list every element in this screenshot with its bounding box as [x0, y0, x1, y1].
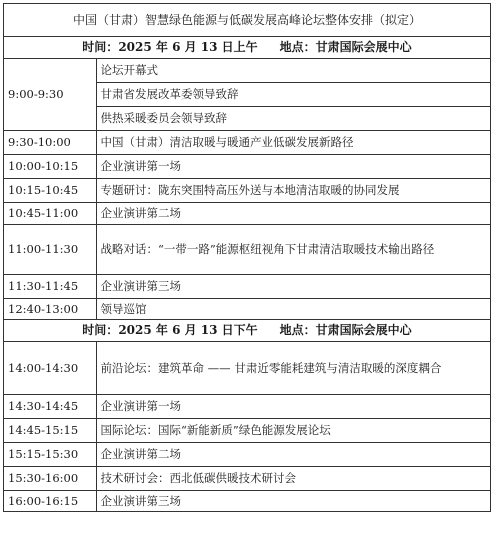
activity-cell: 战略对话：“一带一路”能源枢纽视角下甘肃清洁取暖技术输出路径 [96, 225, 490, 275]
table-row [4, 203, 491, 225]
table-row [4, 299, 491, 320]
table-row [4, 342, 491, 395]
time-cell: 10:15-10:45 [4, 179, 97, 203]
session-place-label: 地点： [279, 40, 316, 54]
session-header-morning [4, 37, 491, 59]
session-time-value: 2025 年 6 月 13 日上午 [118, 40, 258, 54]
table-row [4, 59, 491, 83]
table-row [4, 467, 491, 491]
activity-cell: 甘肃省发展改革委领导致辞 [96, 83, 490, 107]
activity-cell: 企业演讲第二场 [96, 203, 490, 225]
activity-cell: 前沿论坛：建筑革命 —— 甘肃近零能耗建筑与清洁取暖的深度耦合 [96, 342, 490, 395]
session-place-label: 地点： [279, 323, 316, 337]
table-row [4, 275, 491, 299]
activity-cell: 企业演讲第一场 [96, 155, 490, 179]
table-row [4, 179, 491, 203]
session-place-value: 甘肃国际会展中心 [315, 40, 412, 54]
session-time-value: 2025 年 6 月 13 日下午 [118, 323, 258, 337]
time-cell: 14:30-14:45 [4, 395, 97, 419]
session-header-afternoon [4, 320, 491, 342]
activity-cell: 中国（甘肃）清洁取暖与暖通产业低碳发展新路径 [96, 131, 490, 155]
session-place-value: 甘肃国际会展中心 [315, 323, 412, 337]
activity-cell: 国际论坛：国际“新能新质”绿色能源发展论坛 [96, 419, 490, 443]
time-cell: 12:40-13:00 [4, 299, 97, 320]
time-cell: 16:00-16:15 [4, 491, 97, 512]
table-row [4, 131, 491, 155]
table-row [4, 419, 491, 443]
table-row [4, 395, 491, 419]
schedule-table [3, 3, 491, 512]
activity-cell: 技术研讨会：西北低碳供暖技术研讨会 [96, 467, 490, 491]
time-cell: 15:30-16:00 [4, 467, 97, 491]
document-title: 中国（甘肃）智慧绿色能源与低碳发展高峰论坛整体安排（拟定） [4, 4, 491, 37]
time-cell: 10:00-10:15 [4, 155, 97, 179]
session-time-label: 时间： [82, 323, 119, 337]
activity-cell: 企业演讲第一场 [96, 395, 490, 419]
activity-cell: 企业演讲第三场 [96, 275, 490, 299]
time-cell: 9:30-10:00 [4, 131, 97, 155]
table-row [4, 443, 491, 467]
time-cell: 9:00-9:30 [4, 59, 97, 131]
table-row [4, 491, 491, 512]
title-row [4, 4, 491, 37]
time-cell: 15:15-15:30 [4, 443, 97, 467]
activity-cell: 论坛开幕式 [96, 59, 490, 83]
time-cell: 10:45-11:00 [4, 203, 97, 225]
activity-cell: 企业演讲第二场 [96, 443, 490, 467]
time-cell: 14:00-14:30 [4, 342, 97, 395]
session-time-label: 时间： [82, 40, 119, 54]
table-row [4, 155, 491, 179]
table-row [4, 225, 491, 275]
time-cell: 11:30-11:45 [4, 275, 97, 299]
activity-cell: 企业演讲第三场 [96, 491, 490, 512]
activity-cell: 领导巡馆 [96, 299, 490, 320]
activity-cell: 专题研讨：陇东突围特高压外送与本地清洁取暖的协同发展 [96, 179, 490, 203]
activity-cell: 供热采暖委员会领导致辞 [96, 107, 490, 131]
time-cell: 14:45-15:15 [4, 419, 97, 443]
time-cell: 11:00-11:30 [4, 225, 97, 275]
